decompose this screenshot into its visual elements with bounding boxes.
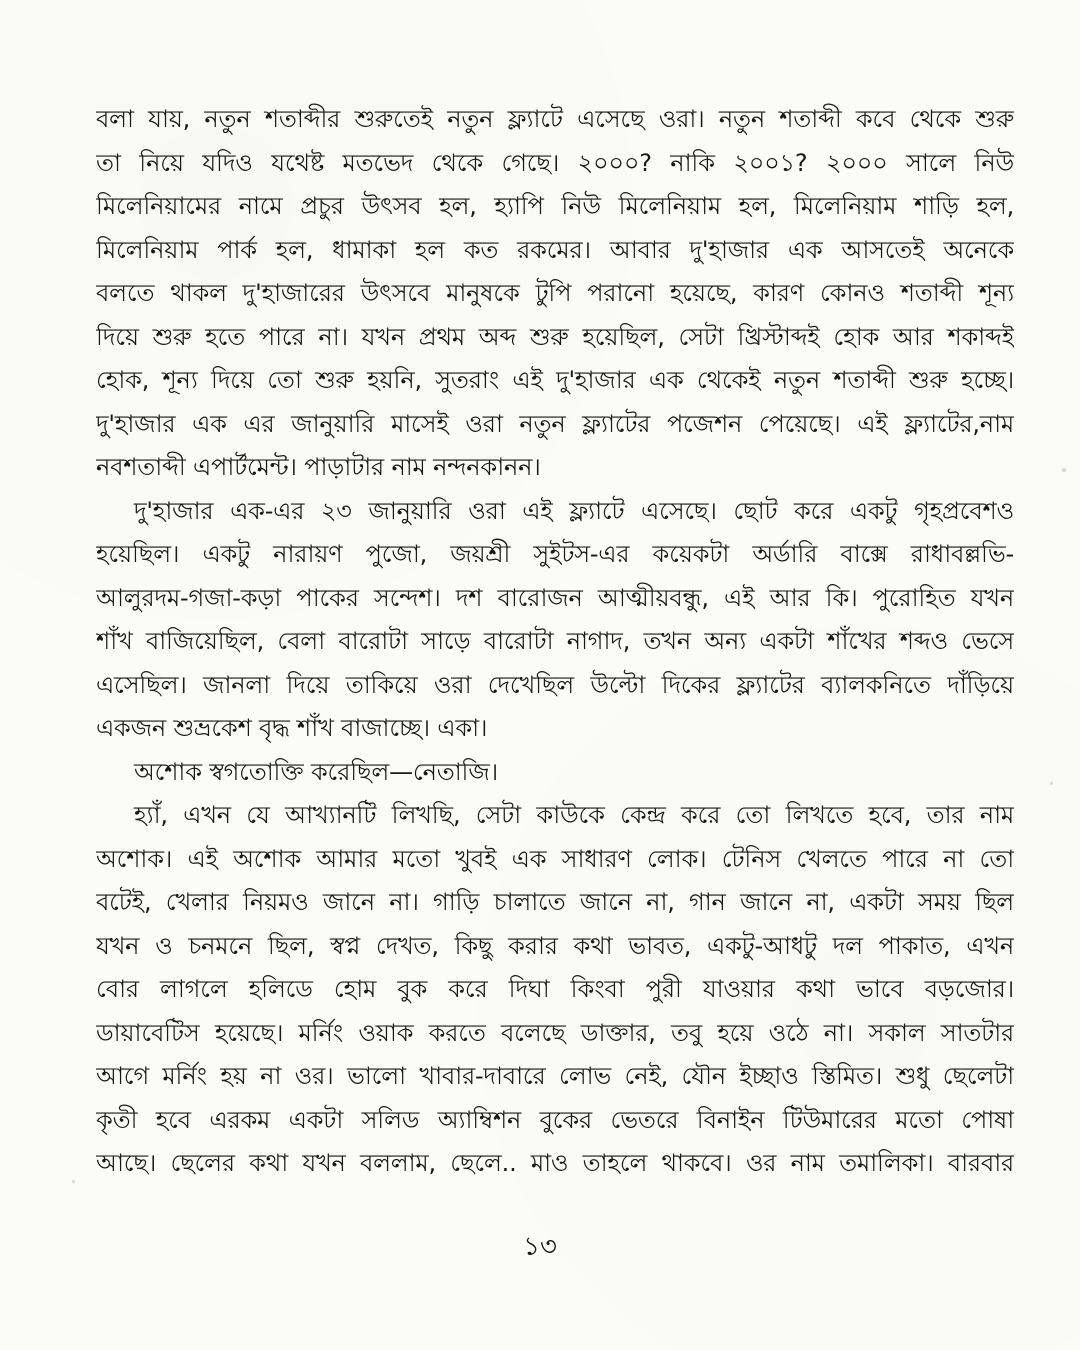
text-line: দিয়ে শুরু হতে পারে না। যখন প্রথম অব্দ শুরু হয়েছিল, সেটা খ্রিস্টাব্দই হোক আর শকাব্দই bbox=[96, 322, 1014, 351]
text-line: এসেছিল। জানলা দিয়ে তাকিয়ে ওরা দেখেছিল উল্টো দিকের ফ্ল্যাটের ব্যালকনিতে দাঁড়িয়ে bbox=[96, 670, 1014, 699]
paper-speck bbox=[1050, 782, 1053, 785]
text-line: হয়েছিল। একটু নারায়ণ পুজো, জয়শ্রী সুইটস-এর কয়েকটা অর্ডারি বাক্সে রাধাবল্লভি- bbox=[96, 540, 1014, 568]
text-line: বটেই, খেলার নিয়মও জানে না। গাড়ি চালাতে জানে না, গান জানে না, একটা সময় ছিল bbox=[96, 888, 1014, 916]
text-line: অশোক। এই অশোক আমার মতো খুবই এক সাধারণ লোক। টেনিস খেলতে পারে না তো bbox=[96, 844, 1014, 873]
paper-speck bbox=[1062, 468, 1066, 472]
text-line: হোক, শূন্য দিয়ে তো শুরু হয়নি, সুতরাং এই দু'হাজার এক থেকেই নতুন শতাব্দী শুরু হচ্ছে। bbox=[96, 366, 1014, 394]
text-line: মিলেনিয়ামের নামে প্রচুর উৎসব হল, হ্যাপি নিউ মিলেনিয়াম হল, মিলেনিয়াম শাড়ি হল, bbox=[96, 192, 1014, 220]
paragraph-start-line: অশোক স্বগতোক্তি করেছিল—নেতাজি। bbox=[134, 757, 499, 786]
page-number: ১৩ bbox=[523, 1232, 557, 1262]
text-line: তা নিয়ে যদিও যথেষ্ট মতভেদ থেকে গেছে। ২০০০? নাকি ২০০১? ২০০০ সালে নিউ bbox=[96, 148, 1014, 177]
text-line: বোর লাগলে হলিডে হোম বুক করে দিঘা কিংবা পুরী যাওয়ার কথা ভাবে বড়জোর। bbox=[96, 975, 1014, 1003]
text-line: যখন ও চনমনে ছিল, স্বপ্ন দেখত, কিছু করার কথা ভাবত, একটু-আধটু দল পাকাত, এখন bbox=[96, 931, 1014, 960]
text-line: দু'হাজার এক এর জানুয়ারি মাসেই ওরা নতুন ফ্ল্যাটের পজেশন পেয়েছে। এই ফ্ল্যাটের,নাম bbox=[96, 409, 1014, 438]
text-line: কৃতী হবে এরকম একটা সলিড অ্যাম্বিশন বুকের ভেতরে বিনাইন টিউমারের মতো পোষা bbox=[96, 1105, 1014, 1134]
text-line: আলুরদম-গজা-কড়া পাকের সন্দেশ। দশ বারোজন আত্মীয়বন্ধু, এই আর কি। পুরোহিত যখন bbox=[96, 583, 1014, 612]
paragraph-start-line: হ্যাঁ, এখন যে আখ্যানটি লিখছি, সেটা কাউকে কেন্দ্র করে তো লিখতে হবে, তার নাম bbox=[134, 801, 1014, 829]
text-line: মিলেনিয়াম পার্ক হল, ধামাকা হল কত রকমের। আবার দু'হাজার এক আসতেই অনেকে bbox=[96, 235, 1014, 264]
text-line: একজন শুভ্রকেশ বৃদ্ধ শাঁখ বাজাচ্ছে। একা। bbox=[96, 714, 488, 742]
paragraph-start-line: দু'হাজার এক-এর ২৩ জানুয়ারি ওরা এই ফ্ল্যাটে এসেছে। ছোট করে একটু গৃহপ্রবেশও bbox=[134, 496, 1014, 525]
text-line: শাঁখ বাজিয়েছিল, বেলা বারোটা সাড়ে বারোটা নাগাদ, তখন অন্য একটা শাঁখের শব্দও ভেসে bbox=[96, 627, 1014, 655]
text-line: বলা যায়, নতুন শতাব্দীর শুরুতেই নতুন ফ্ল্যাটে এসেছে ওরা। নতুন শতাব্দী কবে থেকে শুরু bbox=[96, 105, 1014, 133]
text-line: বলতে থাকল দু'হাজারের উৎসবে মানুষকে টুপি পরানো হয়েছে, কারণ কোনও শতাব্দী শূন্য bbox=[96, 279, 1014, 307]
text-line: আগে মর্নিং হয় না ওর। ভালো খাবার-দাবারে লোভ নেই, যৌন ইচ্ছাও স্তিমিত। শুধু ছেলেটা bbox=[96, 1062, 1014, 1090]
paper-speck bbox=[72, 1180, 75, 1183]
text-line: আছে। ছেলের কথা যখন বললাম, ছেলে.. মাও তাহলে থাকবে। ওর নাম তমালিকা। বারবার bbox=[96, 1149, 1014, 1177]
text-line: ডায়াবেটিস হয়েছে। মর্নিং ওয়াক করতে বলেছে ডাক্তার, তবু হয়ে ওঠে না। সকাল সাতটার bbox=[96, 1018, 1014, 1047]
text-line: নবশতাব্দী এপার্টমেন্ট। পাড়াটার নাম নন্দনকানন। bbox=[96, 453, 541, 481]
body-text bbox=[96, 98, 1014, 1186]
